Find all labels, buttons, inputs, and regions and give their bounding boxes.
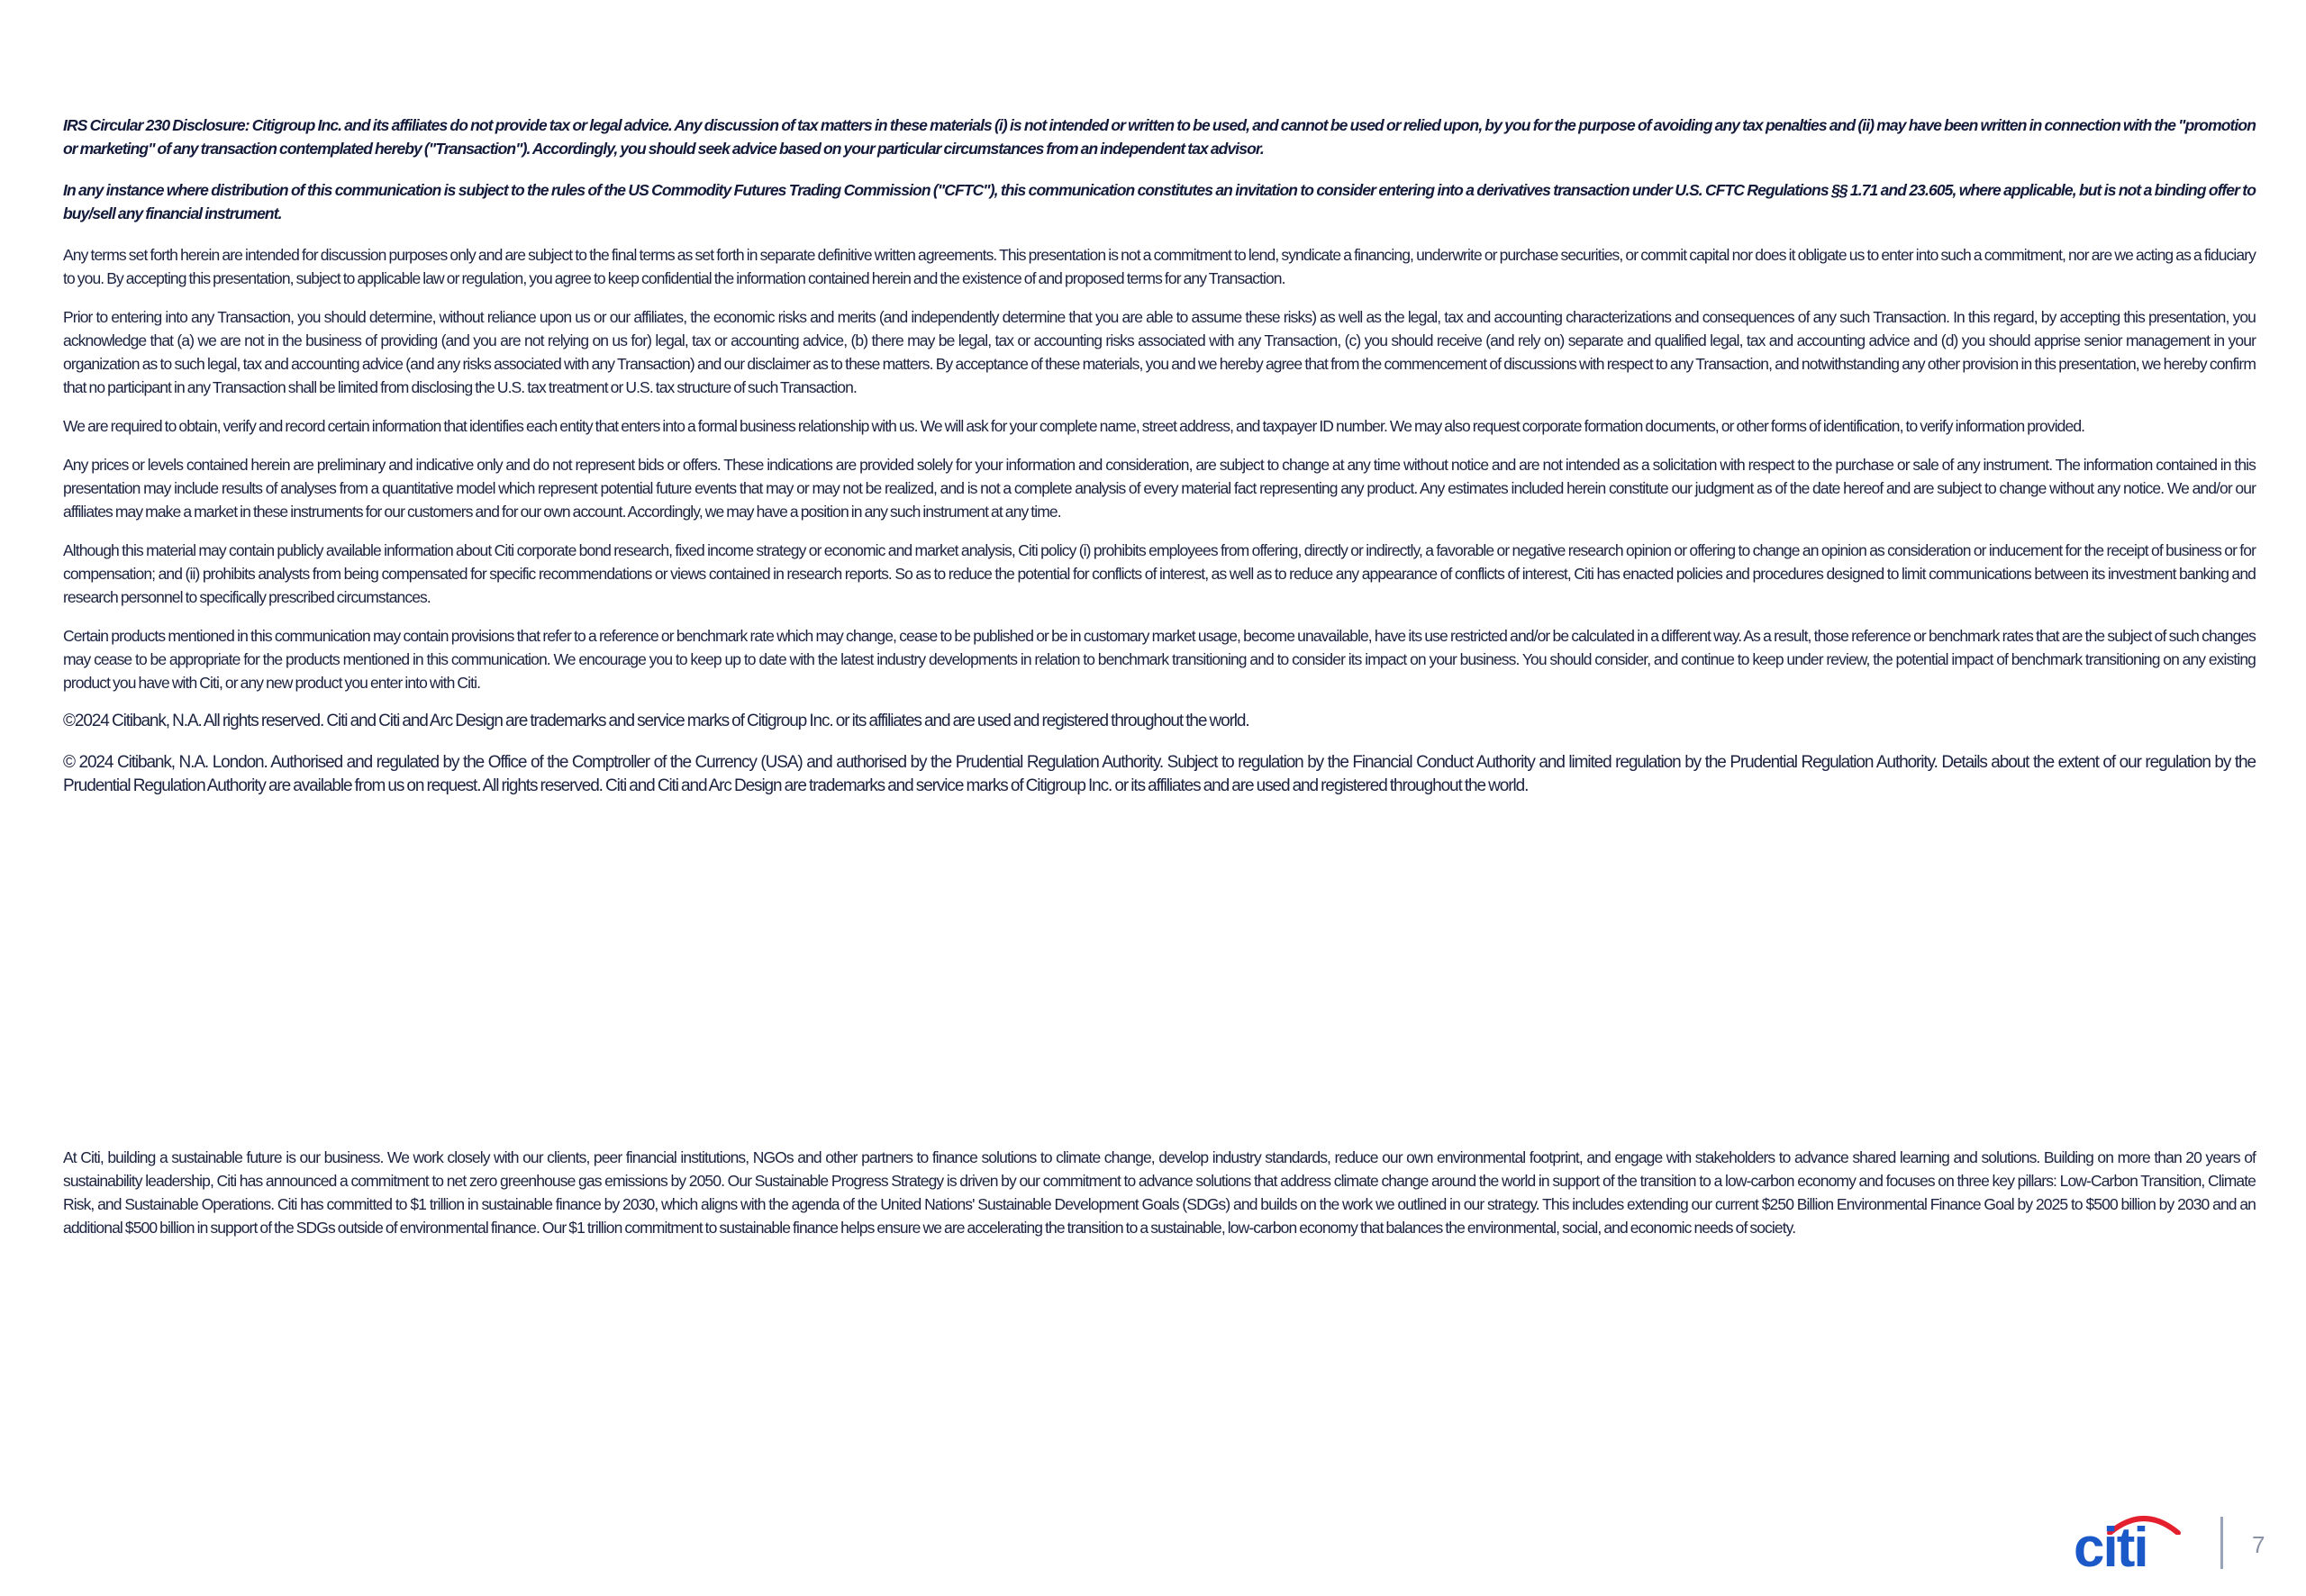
terms-disclaimer: Any terms set forth herein are intended for discussion purposes only and are subject to the final terms as set forth in separate definitive written agreements. This presentation is not a commitment to lend, syndicate a financing, underwrite or purchase securities, or commit capital nor does it obligate us to enter into such a commitment, nor are we acting as a fiduciary to you. By accepting this presentation, subject to applicable law or regulation, you agree to keep confidential the information contained herein and the existence of and proposed terms for any Transaction.	[63, 246, 2256, 287]
kyc-disclaimer: We are required to obtain, verify and record certain information that identifies each entity that enters into a formal business relationship with us. We will ask for your complete name, street address, and taxpayer ID number. We may also request corporate formation documents, or other forms of identification, to verify information provided.	[63, 417, 2085, 435]
cftc-disclosure: In any instance where distribution of this communication is subject to the rules of the US Commodity Futures Trading Commission ("CFTC"), this communication constitutes an invitation to consider entering into a derivatives transaction under U.S. CFTC Regulations §§ 1.71 and 23.605, where applicable, but is not a binding offer to buy/sell any financial instrument.	[63, 181, 2256, 222]
citi-logo	[2074, 1510, 2182, 1579]
sustainability-section	[63, 1146, 2256, 1255]
page-footer	[1946, 1470, 2306, 1596]
footer-divider	[2220, 1517, 2223, 1569]
irs-circular-disclosure: IRS Circular 230 Disclosure: Citigroup Inc. and its affiliates do not provide tax or legal advice. Any discussion of tax matters in these materials (i) is not intended or written to be used, and cannot be used or relied upon, by you for the purpose of avoiding any tax penalties and (ii) may have been written in connection with the "promotion or marketing" of any transaction contemplated hereby ("Transaction"). Accordingly, you should seek advice based on your particular circumstances from an independent tax advisor.	[63, 116, 2256, 158]
prior-to-transaction-disclaimer: Prior to entering into any Transaction, you should determine, without reliance upon us or our affiliates, the economic risks and merits (and independently determine that you are able to assume these risks) as well as the legal, tax and accounting characterizations and consequences of any such Transaction. In this regard, by accepting this presentation, you acknowledge that (a) we are not in the business of providing (and you are not relying on us for) legal, tax or accounting advice, (b) there may be legal, tax or accounting risks associated with any Transaction, (c) you should receive (and rely on) separate and qualified legal, tax and accounting advice and (d) you should apprise senior management in your organization as to such legal, tax and accounting advice (and any risks associated with any Transaction) and our disclaimer as to these matters. By acceptance of these materials, you and we hereby agree that from the commencement of discussions with respect to any Transaction, and notwithstanding any other provision in this presentation, we hereby confirm that no participant in any Transaction shall be limited from disclosing the U.S. tax treatment or U.S. tax structure of such Transaction.	[63, 308, 2256, 396]
copyright-citibank-london: © 2024 Citibank, N.A. London. Authorised and regulated by the Office of the Comptroller of the Currency (USA) and authorised by the Prudential Regulation Authority. Subject to regulation by the Financial Conduct Authority and limited regulation by the Prudential Regulation Authority. Details about the extent of our regulation by the Prudential Regulation Authority are available from us on request. All rights reserved. Citi and Citi and Arc Design are trademarks and service marks of Citigroup Inc. or its affiliates and are used and registered throughout the world.	[63, 753, 2256, 795]
citi-logo-text: citi	[2074, 1517, 2147, 1579]
research-disclaimer: Although this material may contain publicly available information about Citi corporate bond research, fixed income strategy or economic and market analysis, Citi policy (i) prohibits employees from offering, directly or indirectly, a favorable or negative research opinion or offering to change an opinion as consideration or inducement for the receipt of business or for compensation; and (ii) prohibits analysts from being compensated for specific recommendations or views contained in research reports. So as to reduce the potential for conflicts of interest, as well as to reduce any appearance of conflicts of interest, Citi has enacted policies and procedures designed to limit communications between its investment banking and research personnel to specifically prescribed circumstances.	[63, 541, 2256, 606]
prices-disclaimer: Any prices or levels contained herein are preliminary and indicative only and do not represent bids or offers. These indications are provided solely for your information and consideration, are subject to change at any time without notice and are not intended as a solicitation with respect to the purchase or sale of any instrument. The information contained in this presentation may include results of analyses from a quantitative model which represent potential future events that may or may not be realized, and is not a complete analysis of every material fact representing any product. Any estimates included herein constitute our judgment as of the date hereof and are subject to change without any notice. We and/or our affiliates may make a market in these instruments for our customers and for our own account. Accordingly, we may have a position in any such instrument at any time.	[63, 456, 2256, 521]
page-number: 7	[2252, 1531, 2265, 1558]
benchmark-disclaimer: Certain products mentioned in this communication may contain provisions that refer to a reference or benchmark rate which may change, cease to be published or be in customary market usage, become unavailable, have its use restricted and/or be calculated in a different way. As a result, those reference or benchmark rates that are the subject of such changes may cease to be appropriate for the products mentioned in this communication. We encourage you to keep up to date with the latest industry developments in relation to benchmark transitioning and to consider its impact on your business. You should consider, and continue to keep under review, the potential impact of benchmark transitioning on any existing product you have with Citi, or any new product you enter into with Citi.	[63, 627, 2256, 692]
copyright-citibank-na: ©2024 Citibank, N.A. All rights reserved. Citi and Citi and Arc Design are trademarks and service marks of Citigroup Inc. or its affiliates and are used and registered throughout the world.	[63, 712, 1249, 730]
sustainability-statement: At Citi, building a sustainable future is our business. We work closely with our clients, peer financial institutions, NGOs and other partners to finance solutions to climate change, develop industry standards, reduce our own environmental footprint, and engage with stakeholders to advance shared learning and solutions. Building on more than 20 years of sustainability leadership, Citi has announced a commitment to net zero greenhouse gas emissions by 2050. Our Sustainable Progress Strategy is driven by our commitment to advance solutions that address climate change around the world in support of the transition to a low-carbon economy and focuses on three key pillars: Low-Carbon Transition, Climate Risk, and Sustainable Operations. Citi has committed to $1 trillion in sustainable finance by 2030, which aligns with the agenda of the United Nations' Sustainable Development Goals (SDGs) and builds on the work we outlined in our strategy. This includes extending our current $250 Billion Environmental Finance Goal by 2025 to $500 billion by 2030 and an additional $500 billion in support of the SDGs outside of environmental finance. Our $1 trillion commitment to sustainable finance helps ensure we are accelerating the transition to a sustainable, low-carbon economy that balances the environmental, social, and economic needs of society.	[63, 1148, 2256, 1237]
disclaimer-section	[63, 113, 2256, 816]
